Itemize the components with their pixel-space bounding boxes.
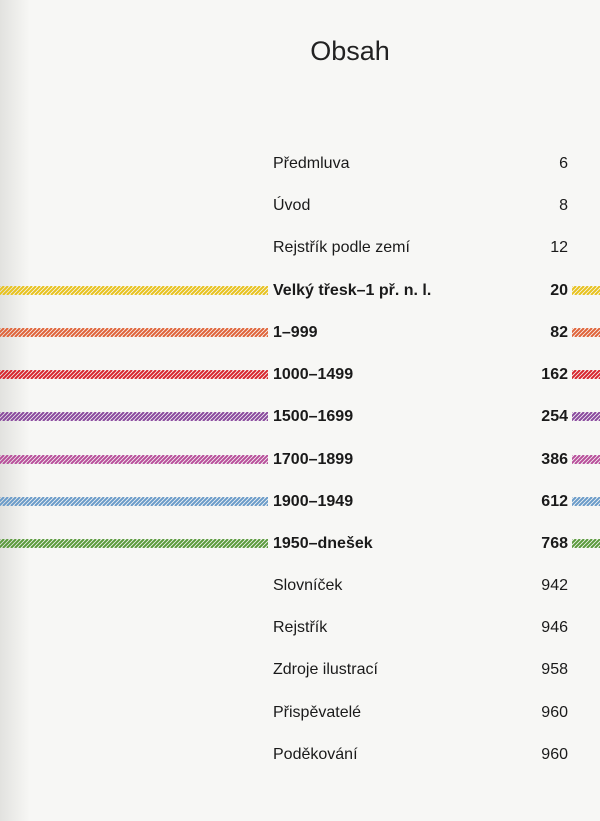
toc-entry-label: Rejstřík podle zemí (273, 239, 410, 256)
toc-entry-label: 1700–1899 (273, 451, 354, 468)
page-title: Obsah (310, 36, 390, 66)
era-stripe-right (572, 286, 600, 295)
era-stripe-left (0, 286, 268, 295)
toc-entry-page: 942 (541, 577, 568, 594)
toc-entry[interactable] (0, 191, 600, 221)
toc-entry-label: Velký třesk–1 př. n. l. (273, 282, 432, 299)
toc-entry-era[interactable] (0, 402, 600, 432)
era-stripe-right (572, 497, 600, 506)
toc-entry-page: 386 (541, 451, 568, 468)
toc-entry-page: 946 (541, 619, 568, 636)
toc-entry-label: Úvod (273, 197, 311, 214)
toc-entry-era[interactable] (0, 360, 600, 390)
toc-entry-label: Slovníček (273, 577, 343, 594)
era-stripe-right (572, 539, 600, 548)
toc-entry-era[interactable] (0, 445, 600, 475)
toc-entry-page: 254 (541, 408, 568, 425)
toc-entry-label: 1000–1499 (273, 366, 354, 383)
toc-entry-page: 82 (550, 324, 568, 341)
era-stripe-left (0, 455, 268, 464)
toc-entry-era[interactable] (0, 529, 600, 559)
toc-entry-page: 6 (559, 155, 568, 172)
toc-entry-label: Předmluva (273, 155, 350, 172)
toc-entry-page: 768 (541, 535, 568, 552)
toc-entry-label: 1900–1949 (273, 493, 354, 510)
toc-entry[interactable] (0, 233, 600, 263)
toc-entry-era[interactable] (0, 487, 600, 517)
toc-entry-page: 960 (541, 704, 568, 721)
toc-entry[interactable] (0, 740, 600, 770)
toc-entry[interactable] (0, 613, 600, 643)
era-stripe-right (572, 370, 600, 379)
toc-entry-page: 8 (559, 197, 568, 214)
era-stripe-left (0, 412, 268, 421)
era-stripe-right (572, 328, 600, 337)
toc-entry[interactable] (0, 149, 600, 179)
toc-entry-page: 612 (541, 493, 568, 510)
toc-entry-page: 958 (541, 661, 568, 678)
era-stripe-left (0, 328, 268, 337)
toc-entry-label: 1–999 (273, 324, 318, 341)
era-stripe-right (572, 455, 600, 464)
era-stripe-left (0, 539, 268, 548)
toc-entry-label: Rejstřík (273, 619, 328, 636)
era-stripe-left (0, 370, 268, 379)
era-stripe-right (572, 412, 600, 421)
toc-entry-era[interactable] (0, 318, 600, 348)
toc-entry-label: Poděkování (273, 746, 358, 763)
era-stripe-left (0, 497, 268, 506)
toc-entry-page: 20 (550, 282, 568, 299)
toc-entry-label: 1500–1699 (273, 408, 354, 425)
toc-entry-era[interactable] (0, 276, 600, 306)
toc-entry[interactable] (0, 698, 600, 728)
toc-entry-page: 162 (541, 366, 568, 383)
toc-entry[interactable] (0, 655, 600, 685)
toc-entry-label: Přispěvatelé (273, 704, 362, 721)
toc-entry[interactable] (0, 571, 600, 601)
toc-entry-page: 960 (541, 746, 568, 763)
toc-entry-label: Zdroje ilustrací (273, 661, 378, 678)
toc-entry-label: 1950–dnešek (273, 535, 373, 552)
toc-entry-page: 12 (550, 239, 568, 256)
